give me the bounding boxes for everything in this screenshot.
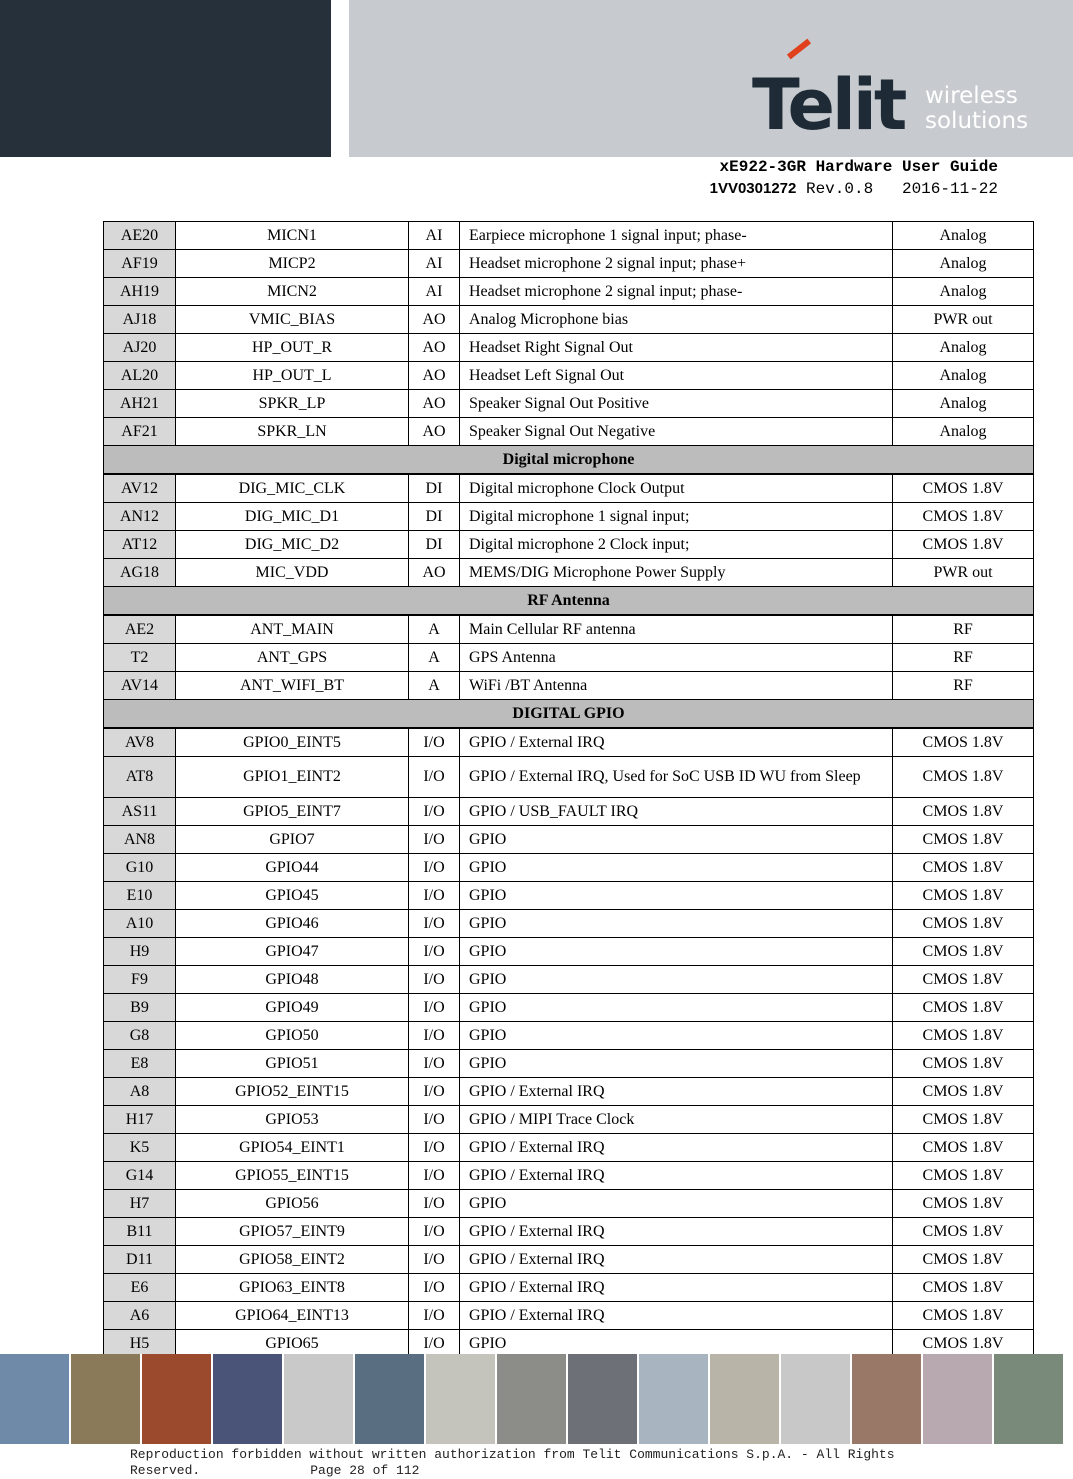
- table-row: [104, 1022, 1034, 1050]
- signal-cell: GPIO56: [176, 1190, 409, 1218]
- type-cell: CMOS 1.8V: [893, 503, 1034, 531]
- signal-cell: MICP2: [176, 250, 409, 278]
- function-cell: GPIO / External IRQ, Used for SoC USB ID WU from Sleep: [460, 757, 893, 798]
- table-row: [104, 644, 1034, 672]
- io-cell: I/O: [409, 854, 460, 882]
- section-title: Digital microphone: [104, 446, 1034, 475]
- table-row: [104, 1162, 1034, 1190]
- ball-cell: H5: [104, 1330, 176, 1358]
- ball-cell: AV14: [104, 672, 176, 700]
- document-title: xE922-3GR Hardware User Guide: [719, 158, 998, 176]
- io-cell: I/O: [409, 910, 460, 938]
- ball-cell: AN8: [104, 826, 176, 854]
- ball-cell: K5: [104, 1134, 176, 1162]
- ball-cell: D11: [104, 1246, 176, 1274]
- footer-photo-tile: [568, 1354, 639, 1444]
- footer-photo-tile: [0, 1354, 71, 1444]
- signal-cell: ANT_MAIN: [176, 615, 409, 644]
- io-cell: I/O: [409, 1106, 460, 1134]
- function-cell: GPIO / External IRQ: [460, 1218, 893, 1246]
- function-cell: GPIO / External IRQ: [460, 1162, 893, 1190]
- table-row: [104, 1246, 1034, 1274]
- io-cell: I/O: [409, 1078, 460, 1106]
- type-cell: CMOS 1.8V: [893, 1246, 1034, 1274]
- table-row: [104, 362, 1034, 390]
- signal-cell: HP_OUT_L: [176, 362, 409, 390]
- signal-cell: GPIO49: [176, 994, 409, 1022]
- footer-photo-tile: [497, 1354, 568, 1444]
- function-cell: Headset Right Signal Out: [460, 334, 893, 362]
- table-row: [104, 278, 1034, 306]
- function-cell: GPIO: [460, 882, 893, 910]
- function-cell: Main Cellular RF antenna: [460, 615, 893, 644]
- table-row: [104, 334, 1034, 362]
- table-row: [104, 1218, 1034, 1246]
- ball-cell: AT8: [104, 757, 176, 798]
- header-dark-panel: [0, 0, 331, 157]
- function-cell: GPIO: [460, 1330, 893, 1358]
- document-revision: 1VV0301272 Rev.0.8 2016-11-22: [709, 180, 998, 198]
- io-cell: AO: [409, 559, 460, 587]
- function-cell: Analog Microphone bias: [460, 306, 893, 334]
- ball-cell: A6: [104, 1302, 176, 1330]
- function-cell: GPIO: [460, 1050, 893, 1078]
- io-cell: I/O: [409, 1302, 460, 1330]
- section-header-row: [104, 446, 1034, 475]
- ball-cell: AL20: [104, 362, 176, 390]
- io-cell: I/O: [409, 1246, 460, 1274]
- signal-cell: GPIO48: [176, 966, 409, 994]
- ball-cell: H9: [104, 938, 176, 966]
- table-row: [104, 1274, 1034, 1302]
- ball-cell: G10: [104, 854, 176, 882]
- function-cell: Digital microphone Clock Output: [460, 474, 893, 503]
- signal-cell: SPKR_LN: [176, 418, 409, 446]
- type-cell: CMOS 1.8V: [893, 1218, 1034, 1246]
- table-row: [104, 559, 1034, 587]
- table-row: [104, 503, 1034, 531]
- table-row: [104, 672, 1034, 700]
- type-cell: CMOS 1.8V: [893, 728, 1034, 757]
- signal-cell: GPIO5_EINT7: [176, 798, 409, 826]
- table-row: [104, 1078, 1034, 1106]
- type-cell: CMOS 1.8V: [893, 994, 1034, 1022]
- ball-cell: AN12: [104, 503, 176, 531]
- ball-cell: AE2: [104, 615, 176, 644]
- ball-cell: E10: [104, 882, 176, 910]
- io-cell: A: [409, 615, 460, 644]
- type-cell: CMOS 1.8V: [893, 826, 1034, 854]
- type-cell: CMOS 1.8V: [893, 966, 1034, 994]
- ball-cell: E8: [104, 1050, 176, 1078]
- function-cell: GPS Antenna: [460, 644, 893, 672]
- signal-cell: GPIO54_EINT1: [176, 1134, 409, 1162]
- signal-cell: ANT_GPS: [176, 644, 409, 672]
- function-cell: GPIO / External IRQ: [460, 1302, 893, 1330]
- type-cell: PWR out: [893, 559, 1034, 587]
- io-cell: I/O: [409, 757, 460, 798]
- footer-photo-tile: [710, 1354, 781, 1444]
- io-cell: I/O: [409, 938, 460, 966]
- type-cell: CMOS 1.8V: [893, 1050, 1034, 1078]
- footer-photo-tile: [142, 1354, 213, 1444]
- io-cell: AO: [409, 334, 460, 362]
- table-row: [104, 910, 1034, 938]
- ball-cell: AH19: [104, 278, 176, 306]
- signal-cell: DIG_MIC_D2: [176, 531, 409, 559]
- type-cell: CMOS 1.8V: [893, 1078, 1034, 1106]
- io-cell: DI: [409, 503, 460, 531]
- io-cell: I/O: [409, 1190, 460, 1218]
- type-cell: CMOS 1.8V: [893, 1134, 1034, 1162]
- signal-cell: VMIC_BIAS: [176, 306, 409, 334]
- io-cell: AI: [409, 222, 460, 250]
- table-row: [104, 1190, 1034, 1218]
- ball-cell: AS11: [104, 798, 176, 826]
- table-row: [104, 531, 1034, 559]
- function-cell: GPIO: [460, 854, 893, 882]
- table-row: [104, 994, 1034, 1022]
- table-row: [104, 1106, 1034, 1134]
- type-cell: CMOS 1.8V: [893, 882, 1034, 910]
- signal-cell: GPIO52_EINT15: [176, 1078, 409, 1106]
- footer-photo-strip: [0, 1354, 1073, 1444]
- io-cell: I/O: [409, 994, 460, 1022]
- table-row: [104, 1302, 1034, 1330]
- io-cell: DI: [409, 531, 460, 559]
- function-cell: WiFi /BT Antenna: [460, 672, 893, 700]
- signal-cell: GPIO44: [176, 854, 409, 882]
- section-title: DIGITAL GPIO: [104, 700, 1034, 729]
- io-cell: AO: [409, 418, 460, 446]
- ball-cell: AF21: [104, 418, 176, 446]
- io-cell: I/O: [409, 728, 460, 757]
- function-cell: GPIO / External IRQ: [460, 728, 893, 757]
- function-cell: GPIO: [460, 910, 893, 938]
- function-cell: Speaker Signal Out Negative: [460, 418, 893, 446]
- ball-cell: B9: [104, 994, 176, 1022]
- type-cell: Analog: [893, 390, 1034, 418]
- pinout-table: [103, 221, 1034, 1358]
- document-title-block: [710, 157, 998, 200]
- signal-cell: HP_OUT_R: [176, 334, 409, 362]
- type-cell: CMOS 1.8V: [893, 531, 1034, 559]
- footer-photo-tile: [923, 1354, 994, 1444]
- table-row: [104, 418, 1034, 446]
- ball-cell: F9: [104, 966, 176, 994]
- signal-cell: MICN1: [176, 222, 409, 250]
- io-cell: DI: [409, 474, 460, 503]
- function-cell: GPIO / External IRQ: [460, 1078, 893, 1106]
- table-row: [104, 798, 1034, 826]
- io-cell: AI: [409, 278, 460, 306]
- table-row: [104, 222, 1034, 250]
- signal-cell: GPIO57_EINT9: [176, 1218, 409, 1246]
- type-cell: CMOS 1.8V: [893, 798, 1034, 826]
- footer-legal: [130, 1447, 895, 1479]
- type-cell: CMOS 1.8V: [893, 854, 1034, 882]
- function-cell: GPIO: [460, 1022, 893, 1050]
- type-cell: RF: [893, 644, 1034, 672]
- signal-cell: MIC_VDD: [176, 559, 409, 587]
- function-cell: Headset microphone 2 signal input; phase-: [460, 278, 893, 306]
- ball-cell: AE20: [104, 222, 176, 250]
- table-row: [104, 615, 1034, 644]
- type-cell: CMOS 1.8V: [893, 1274, 1034, 1302]
- ball-cell: G8: [104, 1022, 176, 1050]
- type-cell: CMOS 1.8V: [893, 757, 1034, 798]
- signal-cell: DIG_MIC_CLK: [176, 474, 409, 503]
- signal-cell: DIG_MIC_D1: [176, 503, 409, 531]
- type-cell: Analog: [893, 334, 1034, 362]
- signal-cell: GPIO65: [176, 1330, 409, 1358]
- type-cell: Analog: [893, 222, 1034, 250]
- signal-cell: GPIO45: [176, 882, 409, 910]
- signal-cell: SPKR_LP: [176, 390, 409, 418]
- signal-cell: GPIO58_EINT2: [176, 1246, 409, 1274]
- section-title: RF Antenna: [104, 587, 1034, 616]
- ball-cell: A8: [104, 1078, 176, 1106]
- logo-tagline: wireless solutions: [925, 83, 1029, 134]
- ball-cell: E6: [104, 1274, 176, 1302]
- section-header-row: [104, 700, 1034, 729]
- table-row: [104, 757, 1034, 798]
- footer-photo-tile: [284, 1354, 355, 1444]
- function-cell: GPIO: [460, 966, 893, 994]
- function-cell: GPIO: [460, 826, 893, 854]
- signal-cell: GPIO7: [176, 826, 409, 854]
- table-row: [104, 250, 1034, 278]
- io-cell: AO: [409, 362, 460, 390]
- table-row: [104, 306, 1034, 334]
- ball-cell: AJ18: [104, 306, 176, 334]
- io-cell: I/O: [409, 1134, 460, 1162]
- function-cell: GPIO: [460, 938, 893, 966]
- io-cell: I/O: [409, 1330, 460, 1358]
- ball-cell: H7: [104, 1190, 176, 1218]
- signal-cell: GPIO63_EINT8: [176, 1274, 409, 1302]
- signal-cell: MICN2: [176, 278, 409, 306]
- type-cell: RF: [893, 672, 1034, 700]
- ball-cell: A10: [104, 910, 176, 938]
- function-cell: Digital microphone 1 signal input;: [460, 503, 893, 531]
- footer-photo-tile: [355, 1354, 426, 1444]
- io-cell: I/O: [409, 798, 460, 826]
- io-cell: I/O: [409, 966, 460, 994]
- type-cell: CMOS 1.8V: [893, 938, 1034, 966]
- io-cell: A: [409, 672, 460, 700]
- io-cell: AI: [409, 250, 460, 278]
- io-cell: I/O: [409, 1050, 460, 1078]
- ball-cell: B11: [104, 1218, 176, 1246]
- function-cell: GPIO / USB_FAULT IRQ: [460, 798, 893, 826]
- table-row: [104, 938, 1034, 966]
- function-cell: Headset microphone 2 signal input; phase+: [460, 250, 893, 278]
- function-cell: GPIO / External IRQ: [460, 1246, 893, 1274]
- ball-cell: AV12: [104, 474, 176, 503]
- type-cell: Analog: [893, 418, 1034, 446]
- section-header-row: [104, 587, 1034, 616]
- ball-cell: AH21: [104, 390, 176, 418]
- legal-notice: Reproduction forbidden without written authorization from Telit Communications S.p.A. - All Rights: [130, 1447, 895, 1462]
- page-number: Page 28 of 112: [310, 1463, 420, 1478]
- type-cell: Analog: [893, 362, 1034, 390]
- signal-cell: GPIO1_EINT2: [176, 757, 409, 798]
- signal-cell: ANT_WIFI_BT: [176, 672, 409, 700]
- io-cell: AO: [409, 306, 460, 334]
- footer-photo-tile: [213, 1354, 284, 1444]
- ball-cell: AF19: [104, 250, 176, 278]
- io-cell: I/O: [409, 1022, 460, 1050]
- type-cell: PWR out: [893, 306, 1034, 334]
- type-cell: Analog: [893, 250, 1034, 278]
- type-cell: CMOS 1.8V: [893, 910, 1034, 938]
- type-cell: CMOS 1.8V: [893, 1330, 1034, 1358]
- ball-cell: H17: [104, 1106, 176, 1134]
- signal-cell: GPIO50: [176, 1022, 409, 1050]
- function-cell: GPIO / External IRQ: [460, 1274, 893, 1302]
- io-cell: A: [409, 644, 460, 672]
- table-row: [104, 474, 1034, 503]
- io-cell: AO: [409, 390, 460, 418]
- signal-cell: GPIO0_EINT5: [176, 728, 409, 757]
- table-row: [104, 826, 1034, 854]
- function-cell: GPIO / External IRQ: [460, 1134, 893, 1162]
- type-cell: CMOS 1.8V: [893, 1022, 1034, 1050]
- signal-cell: GPIO55_EINT15: [176, 1162, 409, 1190]
- ball-cell: AG18: [104, 559, 176, 587]
- legal-notice-continued: Reserved.: [130, 1463, 201, 1478]
- signal-cell: GPIO46: [176, 910, 409, 938]
- footer-photo-tile: [852, 1354, 923, 1444]
- telit-logo: Telit: [752, 64, 905, 146]
- signal-cell: GPIO53: [176, 1106, 409, 1134]
- footer-photo-tile: [426, 1354, 497, 1444]
- io-cell: I/O: [409, 826, 460, 854]
- footer-photo-tile: [781, 1354, 852, 1444]
- signal-cell: GPIO64_EINT13: [176, 1302, 409, 1330]
- table-row: [104, 882, 1034, 910]
- io-cell: I/O: [409, 1162, 460, 1190]
- table-row: [104, 966, 1034, 994]
- type-cell: RF: [893, 615, 1034, 644]
- function-cell: Headset Left Signal Out: [460, 362, 893, 390]
- io-cell: I/O: [409, 882, 460, 910]
- table-row: [104, 390, 1034, 418]
- footer-photo-tile: [994, 1354, 1065, 1444]
- function-cell: Speaker Signal Out Positive: [460, 390, 893, 418]
- io-cell: I/O: [409, 1274, 460, 1302]
- ball-cell: T2: [104, 644, 176, 672]
- type-cell: CMOS 1.8V: [893, 474, 1034, 503]
- signal-cell: GPIO47: [176, 938, 409, 966]
- signal-cell: GPIO51: [176, 1050, 409, 1078]
- ball-cell: G14: [104, 1162, 176, 1190]
- table-row: [104, 854, 1034, 882]
- io-cell: I/O: [409, 1218, 460, 1246]
- type-cell: Analog: [893, 278, 1034, 306]
- type-cell: CMOS 1.8V: [893, 1162, 1034, 1190]
- table-row: [104, 728, 1034, 757]
- type-cell: CMOS 1.8V: [893, 1302, 1034, 1330]
- function-cell: GPIO: [460, 994, 893, 1022]
- ball-cell: AJ20: [104, 334, 176, 362]
- type-cell: CMOS 1.8V: [893, 1190, 1034, 1218]
- function-cell: Earpiece microphone 1 signal input; phase-: [460, 222, 893, 250]
- ball-cell: AT12: [104, 531, 176, 559]
- footer-photo-tile: [639, 1354, 710, 1444]
- function-cell: MEMS/DIG Microphone Power Supply: [460, 559, 893, 587]
- footer-photo-tile: [71, 1354, 142, 1444]
- table-row: [104, 1134, 1034, 1162]
- table-row: [104, 1050, 1034, 1078]
- function-cell: GPIO: [460, 1190, 893, 1218]
- function-cell: Digital microphone 2 Clock input;: [460, 531, 893, 559]
- ball-cell: AV8: [104, 728, 176, 757]
- function-cell: GPIO / MIPI Trace Clock: [460, 1106, 893, 1134]
- type-cell: CMOS 1.8V: [893, 1106, 1034, 1134]
